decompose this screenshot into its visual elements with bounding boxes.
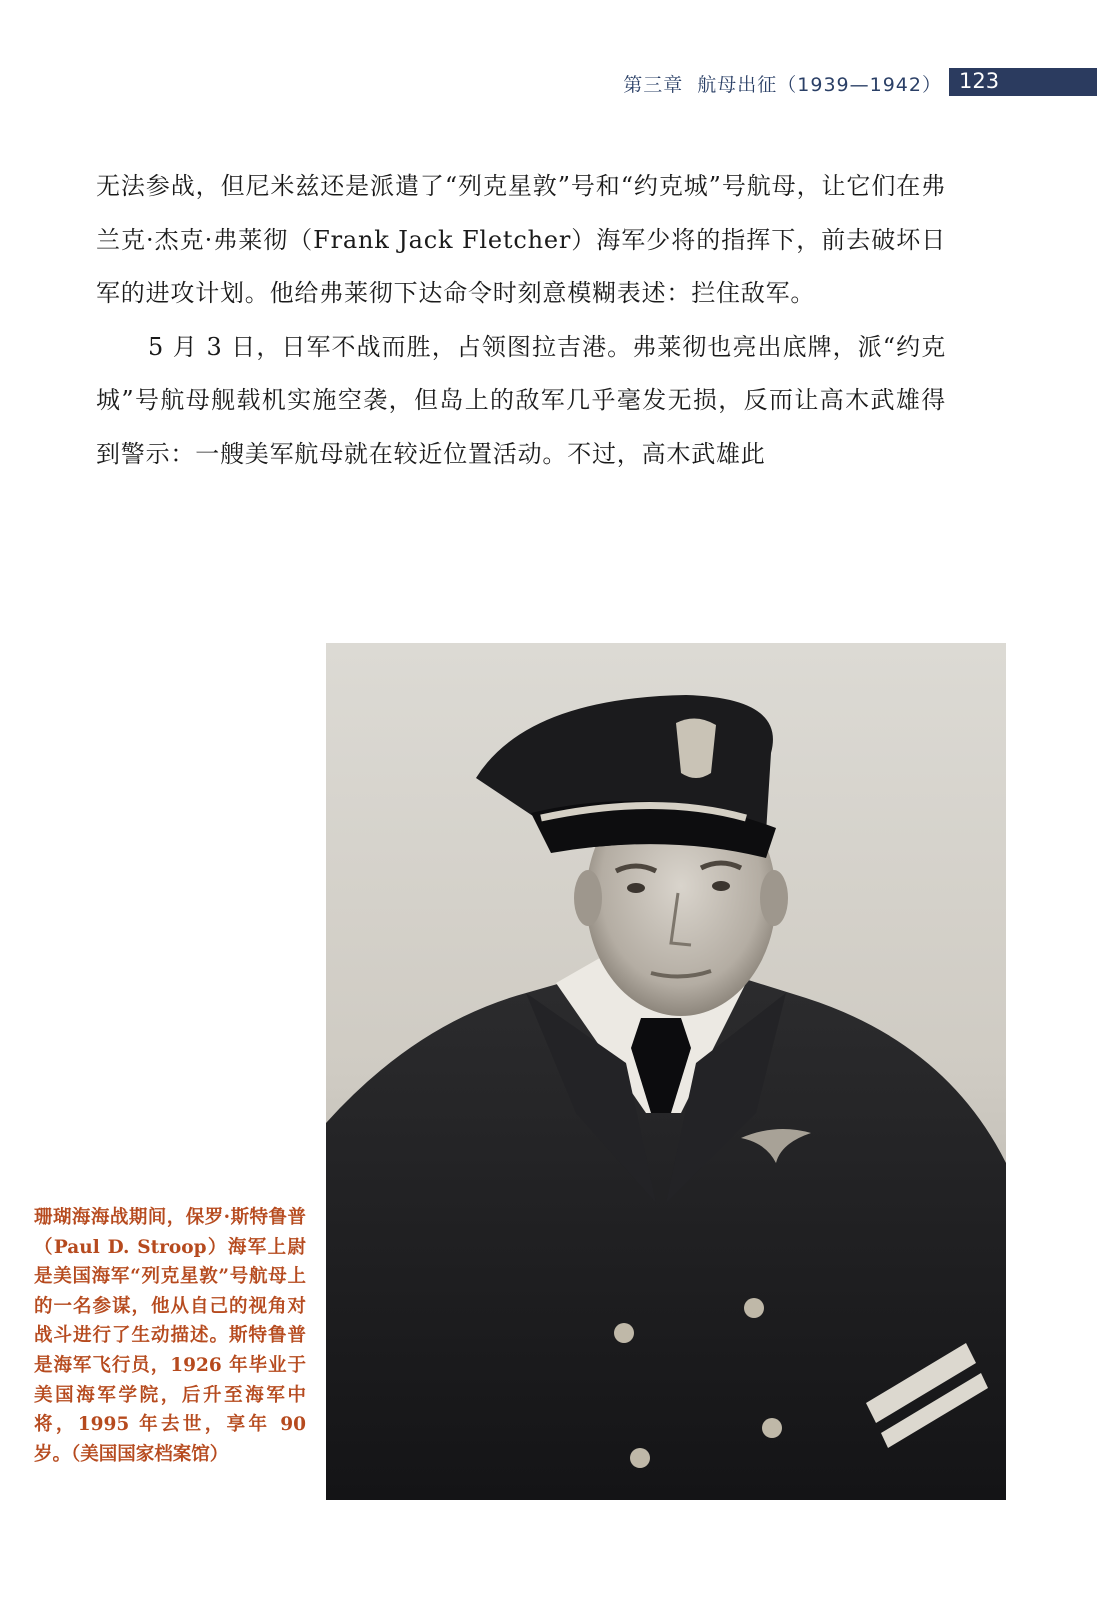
chapter-label: 第三章 bbox=[623, 74, 684, 96]
paragraph: 无法参战，但尼米兹还是派遣了“列克星敦”号和“约克城”号航母，让它们在弗兰克·杰克·弗莱彻（Frank Jack Fletcher）海军少将的指挥下，前去破坏日军的进攻计划。他给弗莱彻下达命令时刻意模糊表述：拦住敌军。 bbox=[96, 172, 946, 307]
body-text bbox=[96, 160, 946, 481]
page-number-tab bbox=[949, 68, 1097, 96]
paragraph: 5 月 3 日，日军不战而胜，占领图拉吉港。弗莱彻也亮出底牌，派“约克城”号航母舰载机实施空袭，但岛上的敌军几乎毫发无损，反而让高木武雄得到警示：一艘美军航母就在较近位置活动。不过，高木武雄此 bbox=[96, 332, 946, 468]
page-number: 123 bbox=[959, 69, 1000, 93]
portrait-illustration bbox=[326, 643, 1006, 1500]
photo-caption: 珊瑚海海战期间，保罗·斯特鲁普（Paul D. Stroop）海军上尉是美国海军“列克星敦”号航母上的一名参谋，他从自己的视角对战斗进行了生动描述。斯特鲁普是海军飞行员，1926 年毕业于美国海军学院，后升至海军中将，1995 年去世，享年 90 岁。（美国国家档案馆） bbox=[34, 1207, 306, 1465]
portrait-photo bbox=[326, 643, 1006, 1500]
running-header bbox=[0, 68, 1097, 100]
chapter-title: 航母出征（1939—1942） bbox=[697, 74, 942, 96]
running-header-title bbox=[623, 70, 942, 97]
